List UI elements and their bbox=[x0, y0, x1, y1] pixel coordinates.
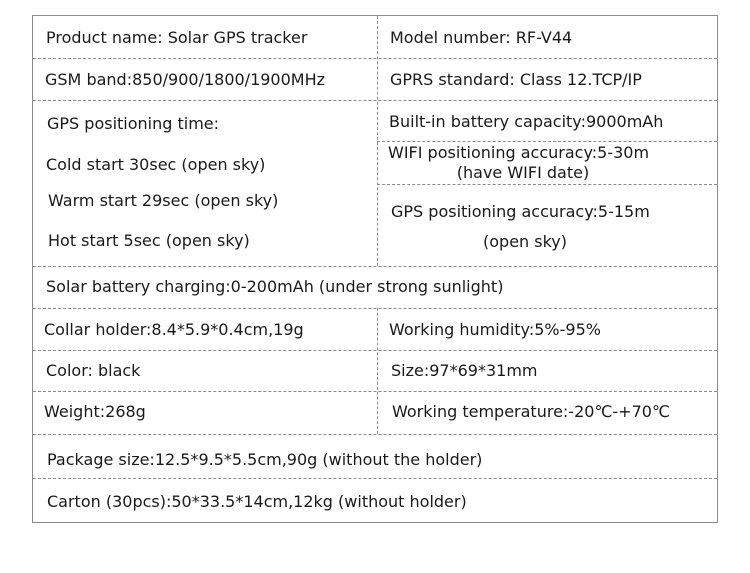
row-divider bbox=[33, 350, 717, 351]
row-divider bbox=[33, 266, 717, 267]
gsm-band: GSM band:850/900/1800/1900MHz bbox=[45, 70, 326, 89]
model-number: Model number: RF-V44 bbox=[390, 28, 573, 47]
gps-accuracy-line2: (open sky) bbox=[483, 232, 567, 251]
warm-start: Warm start 29sec (open sky) bbox=[48, 191, 279, 210]
working-temperature: Working temperature:-20℃-+70℃ bbox=[392, 402, 670, 421]
collar-holder: Collar holder:8.4*5.9*0.4cm,19g bbox=[44, 320, 304, 339]
battery-capacity: Built-in battery capacity:9000mAh bbox=[389, 112, 664, 131]
size: Size:97*69*31mm bbox=[391, 361, 538, 380]
row-divider bbox=[33, 478, 717, 479]
row-divider bbox=[33, 391, 717, 392]
row-divider bbox=[377, 184, 717, 185]
column-divider bbox=[377, 308, 378, 434]
gprs-standard: GPRS standard: Class 12.TCP/IP bbox=[390, 70, 642, 89]
product-name: Product name: Solar GPS tracker bbox=[46, 28, 308, 47]
package-size: Package size:12.5*9.5*5.5cm,90g (without the holder) bbox=[47, 450, 483, 469]
color: Color: black bbox=[46, 361, 141, 380]
row-divider bbox=[33, 434, 717, 435]
carton: Carton (30pcs):50*33.5*14cm,12kg (without holder) bbox=[47, 492, 467, 511]
solar-charging: Solar battery charging:0-200mAh (under strong sunlight) bbox=[46, 277, 504, 296]
gps-accuracy bbox=[391, 202, 673, 252]
wifi-accuracy-line1: WIFI positioning accuracy:5-30m bbox=[388, 143, 650, 162]
working-humidity: Working humidity:5%-95% bbox=[389, 320, 601, 339]
spec-table bbox=[32, 15, 718, 523]
cold-start: Cold start 30sec (open sky) bbox=[46, 155, 266, 174]
row-divider bbox=[33, 100, 717, 101]
weight: Weight:268g bbox=[44, 402, 146, 421]
row-divider bbox=[33, 308, 717, 309]
gps-positioning-time: GPS positioning time: bbox=[47, 114, 220, 133]
row-divider bbox=[33, 58, 717, 59]
column-divider bbox=[377, 16, 378, 266]
wifi-accuracy bbox=[388, 143, 688, 183]
row-divider bbox=[377, 141, 717, 142]
wifi-accuracy-line2: (have WIFI date) bbox=[456, 163, 590, 182]
gps-accuracy-line1: GPS positioning accuracy:5-15m bbox=[391, 202, 650, 221]
hot-start: Hot start 5sec (open sky) bbox=[48, 231, 250, 250]
